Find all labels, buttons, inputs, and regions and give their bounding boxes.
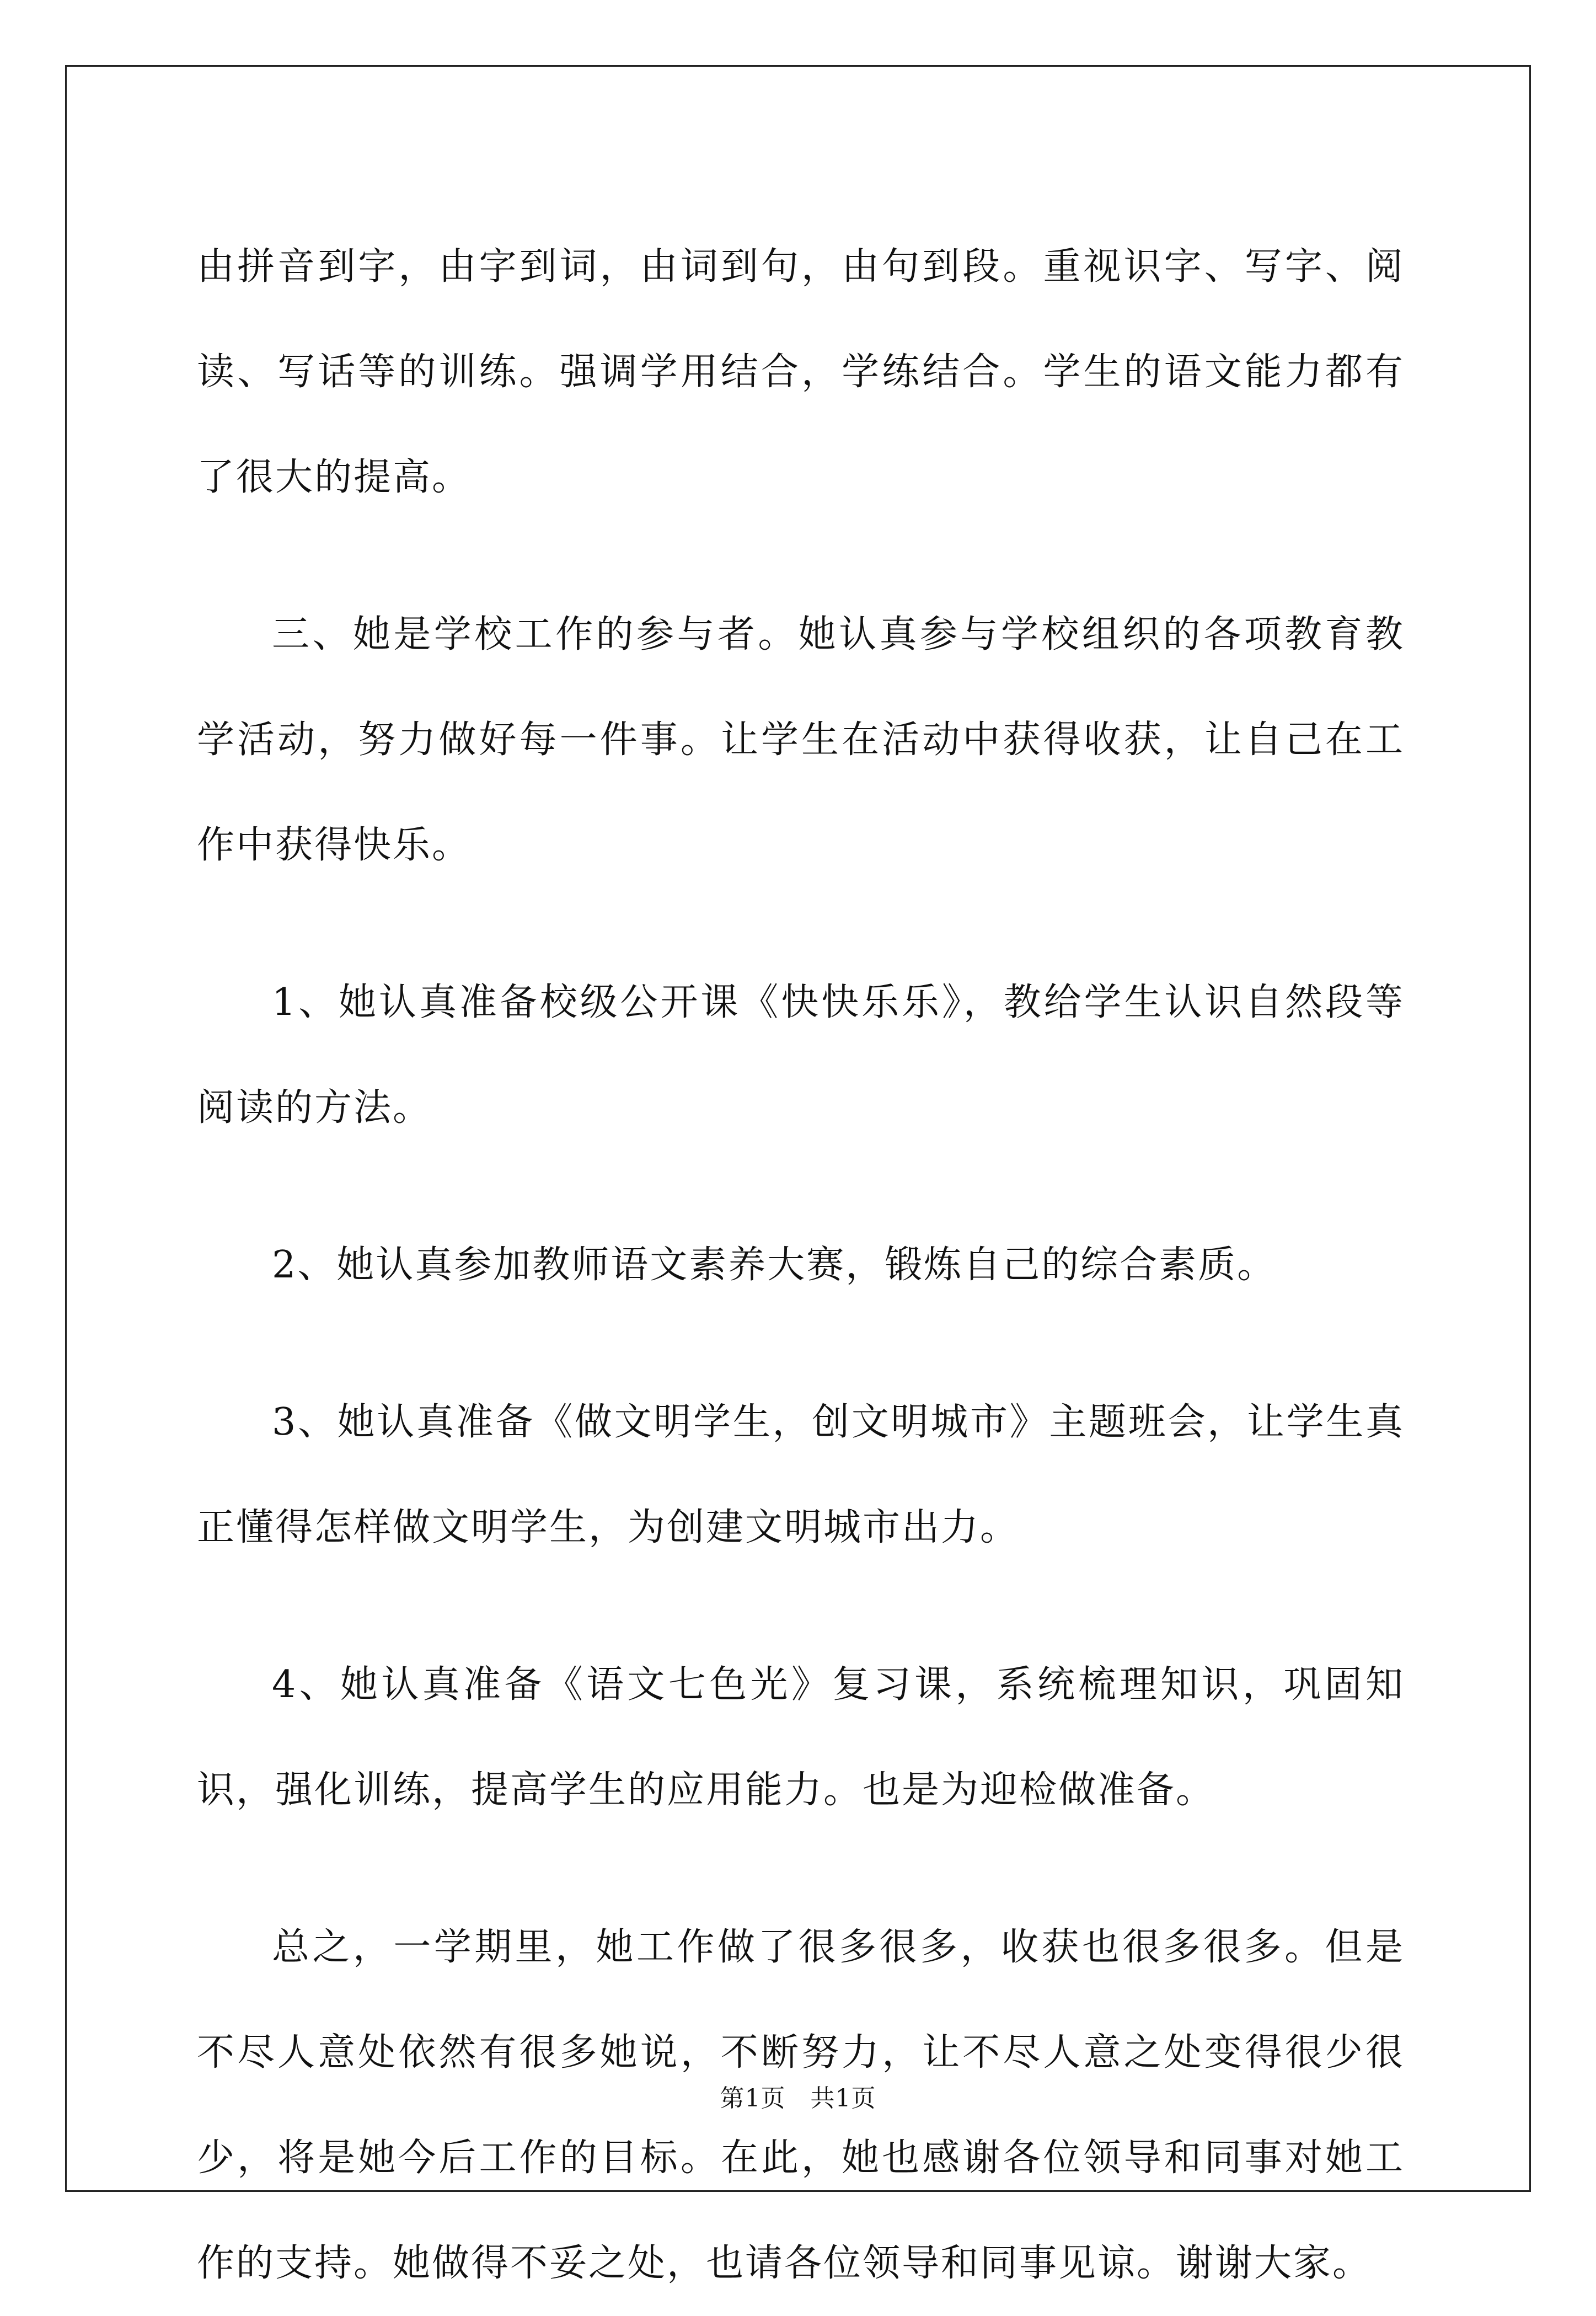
paragraph-section-three: 三、她是学校工作的参与者。她认真参与学校组织的各项教育教学活动，努力做好每一件事。让学生在活动中获得收获，让自己在工作中获得快乐。: [197, 613, 1405, 867]
paragraph-item-3: 3、她认真准备《做文明学生，创文明城市》主题班会，让学生真正懂得怎样做文明学生，为创建文明城市出力。: [197, 1400, 1405, 1549]
page-number-footer: 第1页 共1页: [720, 2084, 876, 2112]
paragraph-item-2: 2、她认真参加教师语文素养大赛，锻炼自己的综合素质。: [272, 1243, 1277, 1287]
paragraph-item-4: 4、她认真准备《语文七色光》复习课，系统梳理知识，巩固知识，强化训练，提高学生的应用能力。也是为迎检做准备。: [197, 1663, 1405, 1812]
paragraph-continuation: 由拼音到字，由字到词，由词到句，由句到段。重视识字、写字、阅读、写话等的训练。强调学用结合，学练结合。学生的语文能力都有了很大的提高。: [197, 245, 1405, 499]
document-body: [197, 214, 1405, 2316]
paragraph-item-1: 1、她认真准备校级公开课《快快乐乐》，教给学生认识自然段等阅读的方法。: [197, 981, 1405, 1130]
paragraph-conclusion: 总之，一学期里，她工作做了很多很多，收获也很多很多。但是不尽人意处依然有很多她说，不断努力，让不尽人意之处变得很少很少，将是她今后工作的目标。在此，她也感谢各位领导和同事对她工作的支持。她做得不妥之处，也请各位领导和同事见谅。谢谢大家。: [197, 1925, 1405, 2285]
